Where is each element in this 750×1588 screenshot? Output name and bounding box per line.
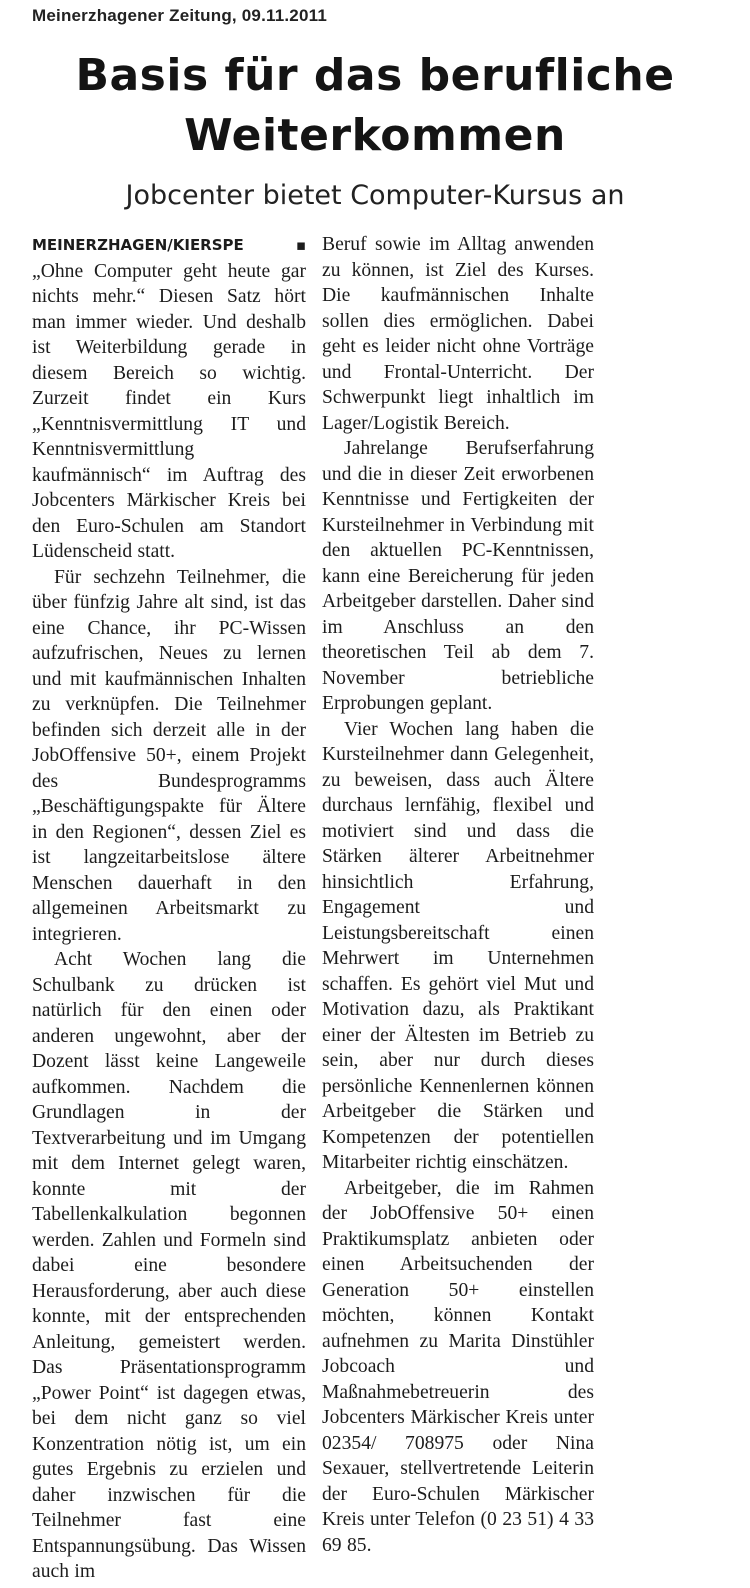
article-paragraph: Acht Wochen lang die Schulbank zu drücken ist natürlich für den einen oder anderen ungewohnt, aber der Dozent lässt keine Langeweile aufkommen. Nachdem die Grundlagen in der Textverarbeitung und im Umgang mit dem Internet gelegt waren, konnte mit der Tabellenkalkulation begonnen werden. Zahlen und Formeln sind dabei eine besondere Herausforderung, aber auch diese konnte, mit der entsprechenden Anleitung, gemeistert werden. Das Präsentationsprogramm „Power Point“ ist dagegen etwas, bei dem nicht ganz so viel Konzentration nötig ist, um ein gutes Ergebnis zu erzielen und daher inzwischen für die Teilnehmer fast eine Entspannungsübung. Das Wissen auch im xyxy=(32,949,306,1582)
headline-line-1: Basis für das berufliche xyxy=(75,50,675,101)
article-column-right xyxy=(322,232,594,1558)
article-paragraph: Für sechzehn Teilnehmer, die über fünfzig Jahre alt sind, ist das eine Chance, ihr PC-Wissen aufzufrischen, Neues zu lernen und mit kaufmännischen Inhalten zu verknüpfen. Die Teilnehmer befinden sich derzeit alle in der JobOffensive 50+, einem Projekt des Bundesprogramms „Beschäftigungspakte für Ältere in den Regionen“, dessen Ziel es ist langzeitarbeitslose ältere Menschen dauerhaft in den allgemeinen Arbeitsmarkt zu integrieren. xyxy=(32,566,306,945)
article-paragraph: Beruf sowie im Alltag anwenden zu können, ist Ziel des Kurses. Die kaufmännischen Inhalte sollen dies ermöglichen. Dabei geht es leider nicht ohne Vorträge und Frontal-Unterricht. Der Schwerpunkt liegt inhaltlich im Lager/Logistik Bereich. xyxy=(322,234,594,434)
article-paragraph: Jahrelange Berufserfahrung und die in dieser Zeit erworbenen Kenntnisse und Fertigkeiten der Kursteilnehmer in Verbindung mit den aktuellen PC-Kenntnissen, kann eine Bereicherung für jeden Arbeitgeber darstellen. Daher sind im Anschluss an den theoretischen Teil ab dem 7. November betriebliche Erprobungen geplant. xyxy=(322,438,594,714)
article-subtitle: Jobcenter bietet Computer-Kursus an xyxy=(125,180,625,211)
newspaper-source: Meinerzhagener Zeitung, 09.11.2011 xyxy=(32,6,327,25)
dateline: MEINERZHAGEN/KIERSPE▪ xyxy=(32,236,306,254)
article-column-left xyxy=(32,232,306,1585)
article-headline xyxy=(0,46,750,166)
paragraph-text: „Ohne Computer geht heute gar nichts mehr.“ Diesen Satz hört man immer wieder. Und deshalb ist Weiterbildung gerade in diesem Bereich so wichtig. Zurzeit findet ein Kurs „Kenntnisvermittlung IT und Kenntnisvermittlung kaufmännisch“ im Auftrag des Jobcenters Märkischer Kreis bei den Euro-Schulen am Standort Lüdenscheid statt. xyxy=(32,260,306,562)
article-paragraph xyxy=(32,232,306,565)
article-paragraph: Arbeitgeber, die im Rahmen der JobOffensive 50+ einen Praktikumsplatz anbieten oder einen Arbeitsuchenden der Generation 50+ einstellen möchten, können Kontakt aufnehmen zu Marita Dinstühler Jobcoach und Maßnahmebetreuerin des Jobcenters Märkischer Kreis unter 02354/ 708975 oder Nina Sexauer, stellvertretende Leiterin der Euro-Schulen Märkischer Kreis unter Telefon (0 23 51) 4 33 69 85. xyxy=(322,1177,594,1556)
headline-line-2: Weiterkommen xyxy=(184,110,566,161)
article-paragraph: Vier Wochen lang haben die Kursteilnehmer dann Gelegenheit, zu beweisen, dass auch Ältere durchaus lernfähig, flexibel und motiviert sind und dass die Stärken älterer Arbeitnehmer hinsichtlich Erfahrung, Engagement und Leistungsbereitschaft einen Mehrwert im Unternehmen schaffen. Es gehört viel Mut und Motivation dazu, als Praktikant einer der Ältesten im Betrieb zu sein, aber nur durch dieses persönliche Kennenlernen können Arbeitgeber die Stärken und Kompetenzen der potentiellen Mitarbeiter richtig einschätzen. xyxy=(322,718,594,1173)
